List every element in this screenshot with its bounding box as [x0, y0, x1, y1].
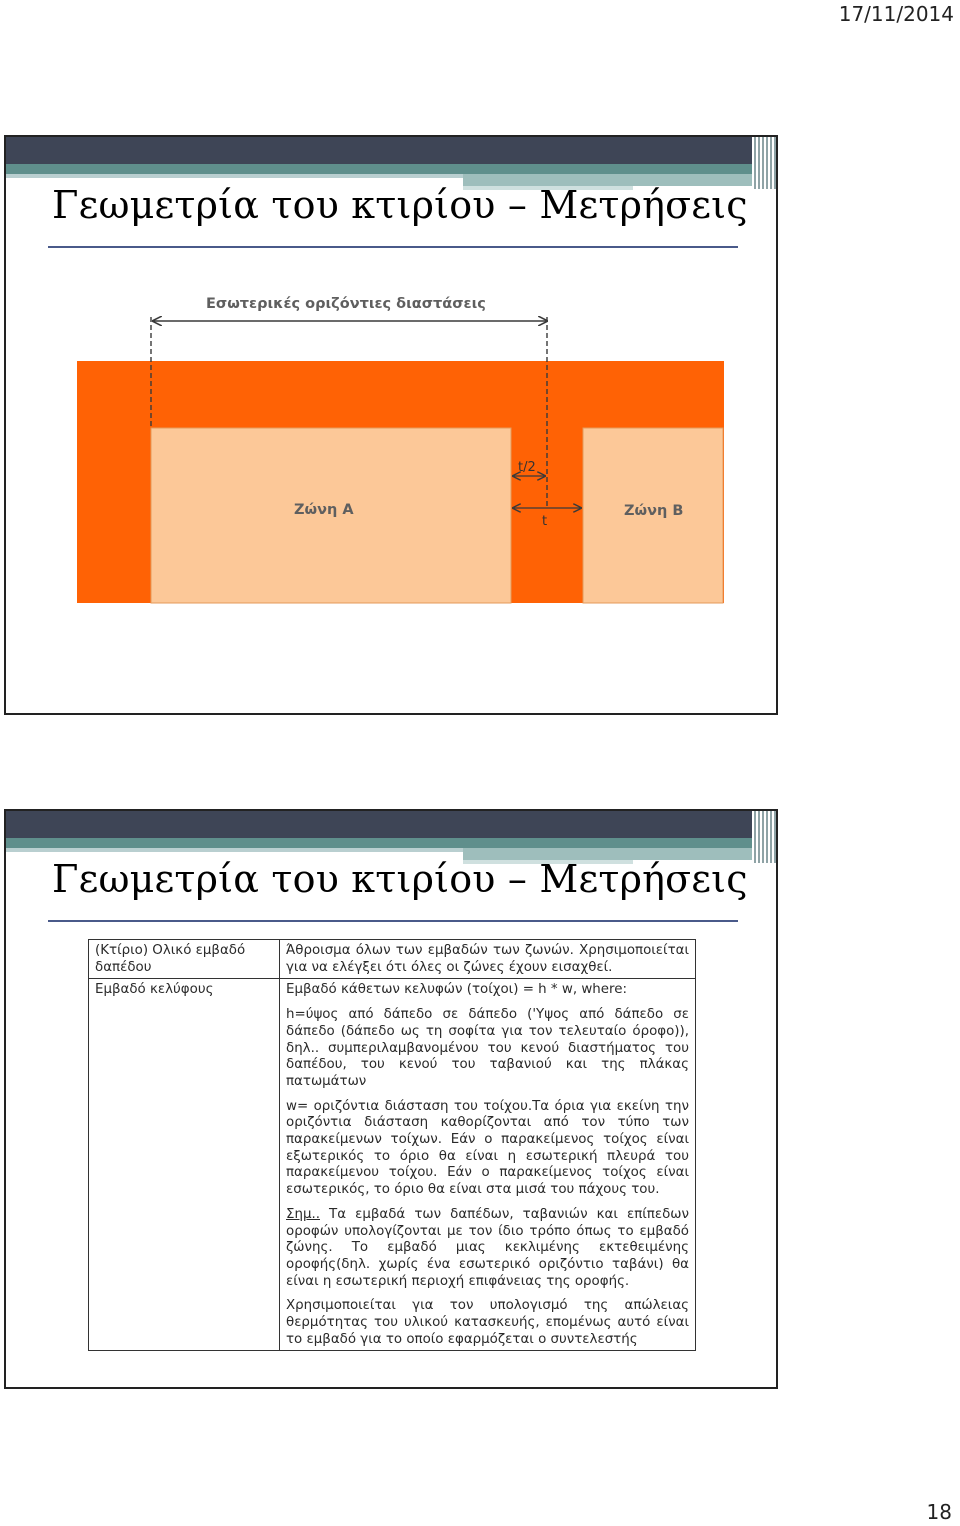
zones-diagram: [6, 137, 778, 715]
term-cell: (Κτίριο) Ολικό εμβαδό δαπέδου: [89, 940, 280, 979]
zone-b-label: Ζώνη Β: [624, 503, 684, 519]
description-text: Άθροισμα όλων των εμβαδών των ζωνών. Χρησιμοποιείται για να ελέγξει ότι όλες οι ζώνες έχουν εισαχθεί.: [286, 943, 689, 975]
note-label: Σημ..: [286, 1206, 320, 1222]
table-row: [89, 979, 696, 1351]
title-underline: [48, 920, 738, 922]
definitions-table: [88, 939, 696, 1351]
note-paragraph: [286, 1207, 689, 1291]
h-definition: h=ύψος από δάπεδο σε δάπεδο ('Υψος από δάπεδο σε δάπεδο (δάπεδο ως τη σοφίτα για τον τελευταίο όροφο)), δηλ.. συμπεριλαμβανομένου του κενού διαστήματος του δαπέδου, του κενού του ταβανιού και της πλάκας πατωμάτων: [286, 1007, 689, 1089]
page-date: 17/11/2014: [838, 2, 954, 26]
slide-1: [4, 135, 778, 715]
description-cell: [280, 979, 696, 1351]
note-text: Τα εμβαδά των δαπέδων, ταβανιών και επίπεδων οροφών υπολογίζονται με τον ίδιο τρόπο όπως το εμβαδό ζώνης. Το εμβαδό μιας κεκλιμένης εκτεθειμένης οροφής(δηλ. χωρίς ένα εσωτερικό οριζόντιο ταβάνι) θα είναι η εσωτερική περιοχή επιφάνειας της οροφής.: [286, 1206, 689, 1289]
description-cell: [280, 940, 696, 979]
thickness-label: t: [542, 514, 548, 529]
dimension-label: Εσωτερικές οριζόντιες διαστάσεις: [206, 296, 486, 312]
table-row: [89, 940, 696, 979]
w-definition: w= οριζόντια διάσταση του τοίχου.Τα όρια για εκείνη την οριζόντια διάσταση καθορίζονται από τον τύπο των παρακείμενων τοίχων. Εάν ο παρακείμενος τοίχος είναι εξωτερικός το όριο θα είναι η εσωτερική πλευρά του παρακείμενου τοίχου. Εάν ο παρακείμενος τοίχος είναι εσωτερικός, το όριο θα είναι στα μισά του πάχους του.: [286, 1098, 689, 1198]
term-cell: Εμβαδό κελύφους: [89, 979, 280, 1351]
slide-2: [4, 809, 778, 1389]
half-thickness-label: t/2: [518, 460, 536, 475]
formula-intro: Εμβαδό κάθετων κελυφών (τοίχοι) = h * w, where:: [286, 982, 627, 998]
slide-title: Γεωμετρία του κτιρίου – Μετρήσεις: [52, 857, 748, 901]
usage-text: Χρησιμοποιείται για τον υπολογισμό της απώλειας θερμότητας του υλικού κατασκευής, επομένως αυτό είναι το εμβαδό για το οποίο εφαρμόζεται ο συντελεστής: [286, 1298, 689, 1347]
page-number: 18: [926, 1500, 952, 1524]
zone-a-label: Ζώνη Α: [294, 502, 354, 518]
slide-title: Γεωμετρία του κτιρίου – Μετρήσεις: [52, 183, 748, 227]
